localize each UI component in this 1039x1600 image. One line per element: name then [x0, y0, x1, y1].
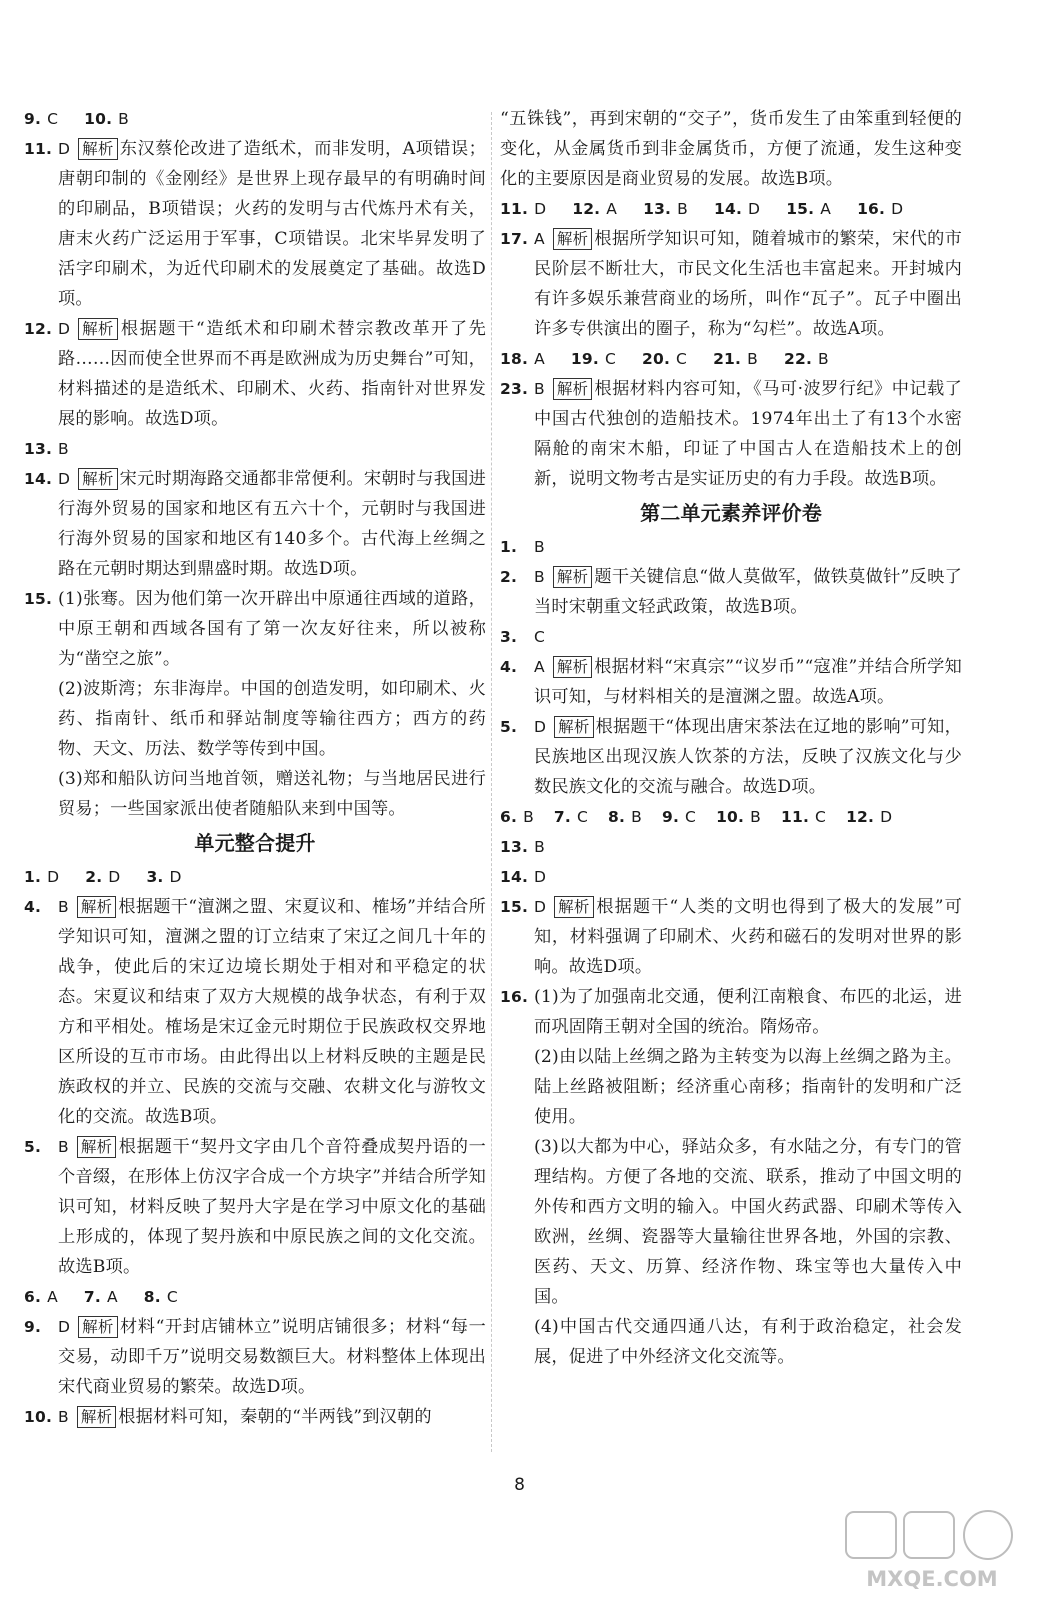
analysis-text: 根据材料可知，秦朝的“半两钱”到汉朝的	[118, 1407, 432, 1427]
answer-entry-5: 5. B 解析 根据题干“契丹文字由几个音符叠成契丹语的一个音缀，在形体上仿汉字合成一个方块字”并结合所学知识可知，材料反映了契丹大字是在学习中原文化的基础上形成的，体现了契丹族和中原民族之间的文化交流。故选B项。	[24, 1137, 486, 1277]
sub-answer: (1)为了加强南北交通，便利江南粮食、布匹的北运，进而巩固隋王朝对全国的统治。隋炀帝。	[534, 987, 962, 1037]
answer-row: 1. D 2. D 3. D	[24, 868, 182, 886]
analysis-text: 根据所学知识可知，随着城市的繁荣，宋代的市民阶层不断壮大，市民文化生活也丰富起来。开封城内有许多娱乐兼营商业的场所，叫作“瓦子”。瓦子中圈出许多专供演出的圈子，称为“勾栏”。故选A项。	[534, 229, 962, 339]
sub-answer: (2)波斯湾；东非海岸。中国的创造发明，如印刷术、火药、指南针、纸币和驿站制度等输往西方；西方的药物、天文、历法、数学等传到中国。	[58, 679, 486, 759]
analysis-tag: 解析	[78, 1316, 117, 1338]
page-number: 8	[514, 1475, 525, 1495]
answer-entry-23: 23. B 解析 根据材料内容可知，《马可·波罗行纪》中记载了中国古代独创的造船技术。1974年出土了有13个水密隔舱的南宋木船，印证了中国古人在造船技术上的创新，说明文物考古是实证历史的有力手段。故选B项。	[500, 379, 962, 489]
answer-entry-3: 3. C	[500, 628, 546, 646]
analysis-text: 根据题干“人类的文明也得到了极大的发展”可知，材料强调了印刷术、火药和磁石的发明对世界的影响。故选D项。	[534, 897, 962, 977]
question-number: 10.	[84, 110, 113, 128]
answer-entry-10: 10. B 解析 根据材料可知，秦朝的“半两钱”到汉朝的	[24, 1407, 432, 1427]
section-heading: 第二单元素养评价卷	[640, 501, 822, 525]
analysis-tag: 解析	[77, 1406, 116, 1428]
analysis-continuation: “五铢钱”，再到宋朝的“交子”，货币发生了由笨重到轻便的变化，从金属货币到非金属货币，方便了流通，发生这种变化的主要原因是商业贸易的发展。故选B项。	[500, 109, 962, 189]
analysis-text: 根据题干“体现出唐宋茶法在辽地的影响”可知，民族地区出现汉族人饮茶的方法，反映了汉族文化与少数民族文化的交流与融合。故选D项。	[534, 717, 962, 797]
analysis-tag: 解析	[553, 378, 592, 400]
answer-entry-12: 12. D 解析 根据题干“造纸术和印刷术替宗教改革开了先路……因而使全世界而不再是欧洲成为历史舞台”可知，材料描述的是造纸术、印刷术、火药、指南针对世界发展的影响。故选D项。	[24, 319, 486, 429]
analysis-text: 根据题干“澶渊之盟、宋夏议和、榷场”并结合所学知识可知，澶渊之盟的订立结束了宋辽之间几十年的战争，使此后的宋辽边境长期处于相对和平稳定的状态。宋夏议和结束了双方大规模的战争状态，有利于双方和平相处。榷场是宋辽金元时期位于民族政权交界地区所设的互市市场。由此得出以上材料反映的主题是民族政权的并立、民族的交流与交融、农耕文化与游牧文化的交流。故选B项。	[58, 897, 486, 1127]
watermark-text: MXQE.COM	[866, 1567, 998, 1591]
question-number: 9.	[24, 110, 42, 128]
sub-answer: (3)郑和船队访问当地首领，赠送礼物；与当地居民进行贸易；一些国家派出使者随船队来到中国等。	[58, 769, 486, 819]
sub-answer: (4)中国古代交通四通八达，有利于政治稳定，社会发展，促进了中外经济文化交流等。	[534, 1317, 962, 1367]
analysis-tag: 解析	[77, 896, 116, 918]
answer: C	[47, 110, 59, 128]
answer-row: 6. A 7. A 8. C	[24, 1288, 178, 1306]
section-heading: 单元整合提升	[194, 831, 316, 855]
answer-row: 18. A 19. C 20. C 21. B 22. B	[500, 350, 829, 368]
analysis-text: 东汉蔡伦改进了造纸术，而非发明，A项错误；唐朝印制的《金刚经》是世界上现存最早的有明确时间的印刷品，B项错误；火药的发明与古代炼丹术有关，唐末火药广泛运用于军事，C项错误。北宋毕昇发明了活字印刷术，为近代印刷术的发展奠定了基础。故选D项。	[58, 139, 486, 309]
analysis-tag: 解析	[78, 468, 117, 490]
answer-row: 6. B 7. C 8. B 9. C 10. B 11. C 12. D 13. B	[500, 808, 893, 856]
column-divider	[491, 112, 492, 1452]
answer-entry-9: 9. D 解析 材料“开封店铺林立”说明店铺很多；材料“每一交易，动即千万”说明交易数额巨大。材料整体上体现出宋代商业贸易的繁荣。故选D项。	[24, 1317, 486, 1397]
analysis-text: 根据题干“造纸术和印刷术替宗教改革开了先路……因而使全世界而不再是欧洲成为历史舞台”可知，材料描述的是造纸术、印刷术、火药、指南针对世界发展的影响。故选D项。	[58, 319, 486, 429]
sub-answer: (3)以大都为中心，驿站众多，有水陆之分，有专门的管理结构。方便了各地的交流、联系，推动了中国文明的外传和西方文明的输入。中国火药武器、印刷术等传入欧洲，丝绸、瓷器等大量输往世界各地，外国的宗教、医药、天文、历算、经济作物、珠宝等也大量传入中国。	[534, 1137, 962, 1307]
answer-row	[24, 104, 486, 134]
analysis-tag: 解析	[553, 656, 592, 678]
answer-entry-17: 17. A 解析 根据所学知识可知，随着城市的繁荣，宋代的市民阶层不断壮大，市民文化生活也丰富起来。开封城内有许多娱乐兼营商业的场所，叫作“瓦子”。瓦子中圈出许多专供演出的圈子，称为“勾栏”。故选A项。	[500, 229, 962, 339]
answer-entry-16: 16. (1)为了加强南北交通，便利江南粮食、布匹的北运，进而巩固隋王朝对全国的统治。隋炀帝。	[500, 987, 962, 1037]
analysis-text: 根据材料内容可知，《马可·波罗行纪》中记载了中国古代独创的造船技术。1974年出土了有13个水密隔舱的南宋木船，印证了中国古人在造船技术上的创新，说明文物考古是实证历史的有力手段。故选B项。	[534, 379, 962, 489]
analysis-tag: 解析	[554, 716, 593, 738]
left-column	[24, 104, 486, 1432]
analysis-text: 根据题干“契丹文字由几个音符叠成契丹语的一个音缀，在形体上仿汉字合成一个方块字”并结合所学知识可知，材料反映了契丹大字是在学习中原文化的基础上形成的，体现了契丹族和中原民族之间的文化交流。故选B项。	[58, 1137, 486, 1277]
analysis-tag: 解析	[553, 228, 592, 250]
answer-entry-4: 4. A 解析 根据材料“宋真宗”“议岁币”“寇准”并结合所学知识可知，与材料相关的是澶渊之盟。故选A项。	[500, 657, 962, 707]
analysis-tag: 解析	[554, 896, 593, 918]
analysis-text: 材料“开封店铺林立”说明店铺很多；材料“每一交易，动即千万”说明交易数额巨大。材料整体上体现出宋代商业贸易的繁荣。故选D项。	[58, 1317, 486, 1397]
answer-entry-14: 14. D 解析 宋元时期海路交通都非常便利。宋朝时与我国进行海外贸易的国家和地区有五六十个，元朝时与我国进行海外贸易的国家和地区有140多个。古代海上丝绸之路在元朝时期达到鼎盛时期。故选D项。	[24, 469, 486, 579]
analysis-tag: 解析	[78, 318, 117, 340]
answer-row: 11. D 12. A 13. B 14. D 15. A 16. D	[500, 200, 904, 218]
answer-entry-2: 2. B 解析 题干关键信息“做人莫做军，做铁莫做针”反映了当时宋朝重文轻武政策，故选B项。	[500, 567, 962, 617]
answer-entry-15: 15. D 解析 根据题干“人类的文明也得到了极大的发展”可知，材料强调了印刷术、火药和磁石的发明对世界的影响。故选D项。	[500, 897, 962, 977]
answer-entry-14: 14. D	[500, 868, 547, 886]
right-column	[500, 104, 962, 1372]
sub-answer: (2)由以陆上丝绸之路为主转变为以海上丝绸之路为主。陆上丝路被阻断；经济重心南移；指南针的发明和广泛使用。	[534, 1047, 962, 1127]
analysis-tag: 解析	[553, 566, 592, 588]
answer-entry-1: 1. B	[500, 538, 545, 556]
answer-entry-5: 5. D 解析 根据题干“体现出唐宋茶法在辽地的影响”可知，民族地区出现汉族人饮茶的方法，反映了汉族文化与少数民族文化的交流与融合。故选D项。	[500, 717, 962, 797]
analysis-text: 根据材料“宋真宗”“议岁币”“寇准”并结合所学知识可知，与材料相关的是澶渊之盟。故选A项。	[534, 657, 962, 707]
answer-entry-15: 15. (1)张骞。因为他们第一次开辟出中原通往西域的道路，中原王朝和西域各国有了第一次友好往来，所以被称为“凿空之旅”。	[24, 589, 486, 669]
answer: B	[118, 110, 130, 128]
analysis-text: 题干关键信息“做人莫做军，做铁莫做针”反映了当时宋朝重文轻武政策，故选B项。	[534, 567, 962, 617]
watermark-logo	[840, 1508, 1025, 1594]
answer-entry-13: 13. B	[24, 440, 69, 458]
answer-entry-4: 4. B 解析 根据题干“澶渊之盟、宋夏议和、榷场”并结合所学知识可知，澶渊之盟的订立结束了宋辽之间几十年的战争，使此后的宋辽边境长期处于相对和平稳定的状态。宋夏议和结束了双方大规模的战争状态，有利于双方和平相处。榷场是宋辽金元时期位于民族政权交界地区所设的互市市场。由此得出以上材料反映的主题是民族政权的并立、民族的交流与交融、农耕文化与游牧文化的交流。故选B项。	[24, 897, 486, 1127]
analysis-tag: 解析	[77, 1136, 116, 1158]
sub-answer: (1)张骞。因为他们第一次开辟出中原通往西域的道路，中原王朝和西域各国有了第一次友好往来，所以被称为“凿空之旅”。	[58, 589, 486, 669]
analysis-tag: 解析	[78, 138, 117, 160]
answer-entry-11: 11. D 解析 东汉蔡伦改进了造纸术，而非发明，A项错误；唐朝印制的《金刚经》是世界上现存最早的有明确时间的印刷品，B项错误；火药的发明与古代炼丹术有关，唐末火药广泛运用于军事，C项错误。北宋毕昇发明了活字印刷术，为近代印刷术的发展奠定了基础。故选D项。	[24, 139, 486, 309]
analysis-text: 宋元时期海路交通都非常便利。宋朝时与我国进行海外贸易的国家和地区有五六十个，元朝时与我国进行海外贸易的国家和地区有140多个。古代海上丝绸之路在元朝时期达到鼎盛时期。故选D项。	[58, 469, 486, 579]
